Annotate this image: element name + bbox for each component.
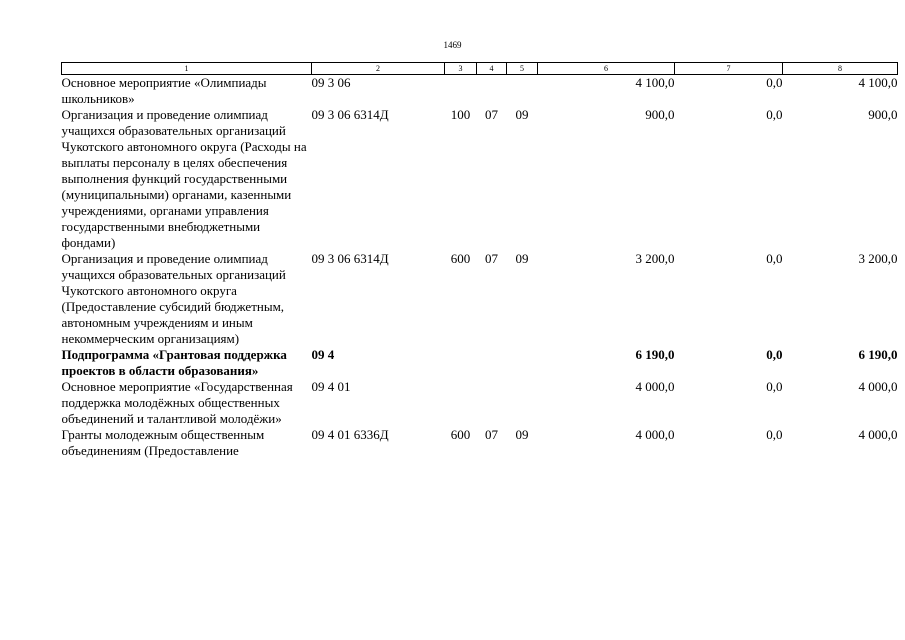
row-section: 07 — [485, 251, 498, 266]
row-expense-type — [445, 379, 477, 427]
budget-table — [61, 62, 898, 459]
row-expense-type — [445, 75, 477, 108]
row-subsection: 09 — [515, 251, 529, 266]
column-header-6: 6 — [538, 63, 675, 75]
row-code: 09 3 06 6314Д — [311, 107, 389, 122]
column-header-2: 2 — [312, 63, 445, 75]
row-amount-6: 900,0 — [645, 107, 675, 122]
row-name: Организация и проведение олимпиад учащихся образовательных организаций Чукотского автономного округа (Расходы на выплаты персоналу в целях обеспечения выполнения функций государственными (муниципальными) органами, казенными учреждениями, органами управления государственными внебюджетными фондами) — [61, 107, 307, 250]
row-expense-type: 600 — [450, 427, 471, 442]
row-code: 09 3 06 — [311, 75, 351, 90]
row-amount-7: 0,0 — [766, 107, 783, 122]
column-number-row — [62, 63, 898, 75]
row-section — [477, 347, 507, 379]
row-section: 07 — [485, 427, 498, 442]
row-amount-7: 0,0 — [766, 379, 783, 394]
row-amount-6: 4 100,0 — [635, 75, 675, 90]
row-expense-type: 100 — [450, 107, 471, 122]
row-subsection: 09 — [515, 427, 529, 442]
table-row — [62, 379, 898, 427]
row-amount-6: 6 190,0 — [635, 347, 675, 362]
row-section: 07 — [485, 107, 498, 122]
row-name: Основное мероприятие «Государственная поддержка молодёжных общественных объединений и талантливой молодёжи» — [61, 379, 293, 426]
row-name: Основное мероприятие «Олимпиады школьников» — [61, 75, 267, 106]
column-header-8: 8 — [783, 63, 898, 75]
row-amount-8: 4 000,0 — [858, 379, 898, 394]
page-number: 1469 — [443, 40, 462, 50]
row-amount-6: 4 000,0 — [635, 427, 675, 442]
row-amount-6: 4 000,0 — [635, 379, 675, 394]
table-row — [62, 427, 898, 459]
row-subsection — [507, 379, 538, 427]
row-amount-8: 900,0 — [868, 107, 898, 122]
table-row — [62, 251, 898, 347]
row-amount-7: 0,0 — [766, 347, 783, 362]
row-subsection — [507, 347, 538, 379]
row-code: 09 4 01 6336Д — [311, 427, 389, 442]
row-code: 09 4 01 — [311, 379, 351, 394]
row-amount-6: 3 200,0 — [635, 251, 675, 266]
column-header-1: 1 — [62, 63, 312, 75]
row-amount-8: 4 100,0 — [858, 75, 898, 90]
table-row — [62, 75, 898, 108]
row-amount-7: 0,0 — [766, 427, 783, 442]
row-amount-8: 3 200,0 — [858, 251, 898, 266]
column-header-3: 3 — [445, 63, 477, 75]
table-row — [62, 107, 898, 251]
row-code: 09 4 — [311, 347, 335, 362]
row-amount-7: 0,0 — [766, 251, 783, 266]
row-expense-type — [445, 347, 477, 379]
row-name: Гранты молодежным общественным объединениям (Предоставление — [61, 427, 265, 458]
row-subsection: 09 — [515, 107, 529, 122]
row-section — [477, 75, 507, 108]
column-header-5: 5 — [507, 63, 538, 75]
row-amount-7: 0,0 — [766, 75, 783, 90]
row-name: Подпрограмма «Грантовая поддержка проектов в области образования» — [61, 347, 287, 378]
row-amount-8: 4 000,0 — [858, 427, 898, 442]
row-subsection — [507, 75, 538, 108]
row-amount-8: 6 190,0 — [858, 347, 898, 362]
row-code: 09 3 06 6314Д — [311, 251, 389, 266]
column-header-7: 7 — [675, 63, 783, 75]
row-section — [477, 379, 507, 427]
subprogram-row — [62, 347, 898, 379]
row-name: Организация и проведение олимпиад учащихся образовательных организаций Чукотского автономного округа (Предоставление субсидий бюджетным, автономным учреждениям и иным некоммерческим организациям) — [61, 251, 286, 346]
column-header-4: 4 — [477, 63, 507, 75]
row-expense-type: 600 — [450, 251, 471, 266]
